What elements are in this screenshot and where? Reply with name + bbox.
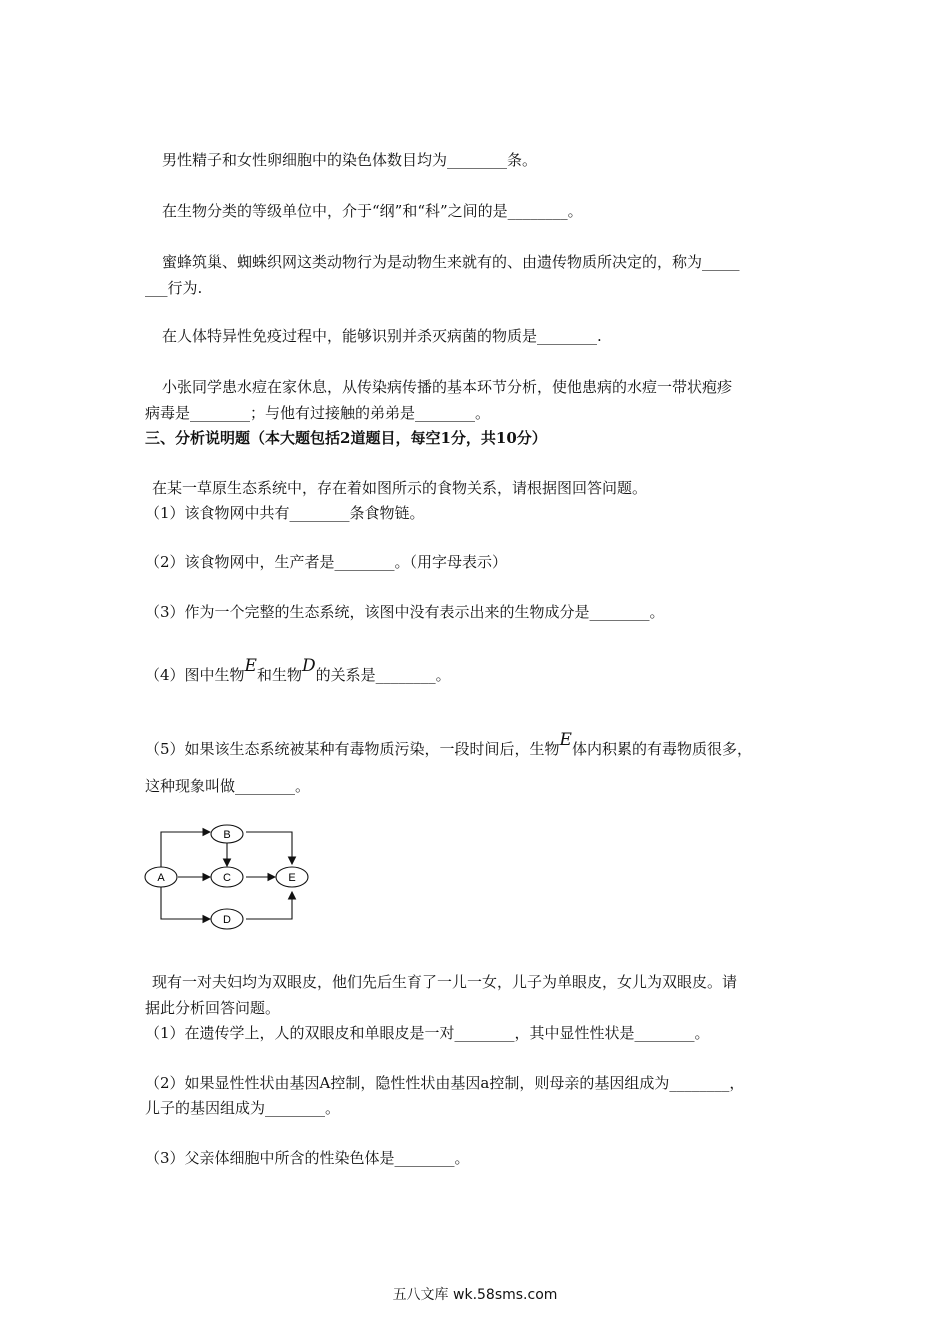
node-b (211, 825, 243, 843)
organism-e-symbol: E (244, 656, 257, 676)
section-heading: 三、分析说明题（本大题包括2道题目，每空1分，共10分） (145, 429, 547, 447)
question-chickenpox-line2: 病毒是________；与他有过接触的弟弟是________。 (145, 404, 491, 422)
heredity-intro-line1: 现有一对夫妇均为双眼皮，他们先后生育了一儿一女，儿子为单眼皮，女儿为双眼皮。请 (152, 973, 738, 991)
food-web-q4-text-a: （4）图中生物 (145, 666, 245, 684)
heredity-q2-line1: （2）如果显性性状由基因A控制，隐性性状由基因a控制，则母亲的基因组成为________， (145, 1074, 745, 1092)
heredity-q3: （3）父亲体细胞中所含的性染色体是________。 (145, 1149, 470, 1167)
food-web-q3: （3）作为一个完整的生态系统，该图中没有表示出来的生物成分是________。 (145, 603, 665, 621)
arrow-b-to-e (246, 832, 292, 864)
food-web-q5-text-b: 体内积累的有毒物质很多， (571, 740, 752, 758)
heredity-q2-line2: 儿子的基因组成为________。 (145, 1099, 341, 1117)
svg-text:B: B (223, 829, 231, 841)
heredity-intro-line2: 据此分析回答问题。 (145, 999, 281, 1017)
arrow-a-to-d (161, 886, 210, 919)
heredity-q1: （1）在遗传学上，人的双眼皮和单眼皮是一对________，其中显性性状是________。 (145, 1024, 710, 1042)
svg-text:D: D (223, 914, 231, 926)
food-web-diagram (140, 820, 320, 940)
arrow-a-to-b (161, 832, 210, 868)
question-innate-behavior-line1: 蜜蜂筑巢、蜘蛛织网这类动物行为是动物生来就有的、由遗传物质所决定的，称为_____ (162, 253, 740, 271)
svg-text:E: E (288, 872, 296, 884)
question-chickenpox-line1: 小张同学患水痘在家休息，从传染病传播的基本环节分析，使他患病的水痘一带状疱疹 (162, 378, 733, 396)
node-c (211, 867, 243, 887)
food-web-q2: （2）该食物网中，生产者是________。（用字母表示） (145, 553, 508, 571)
food-web-q4-text-c: 的关系是________。 (315, 666, 451, 684)
arrow-d-to-e (246, 892, 292, 919)
node-a (145, 867, 177, 887)
food-web-q5-line2: 这种现象叫做________。 (145, 777, 311, 795)
node-d (211, 909, 243, 929)
question-chromosome-count: 男性精子和女性卵细胞中的染色体数目均为________条。 (162, 151, 538, 169)
question-immunity: 在人体特异性免疫过程中，能够识别并杀灭病菌的物质是________. (162, 327, 602, 345)
food-web-q5-line1 (145, 730, 752, 762)
food-web-q5-text-a: （5）如果该生态系统被某种有毒物质污染，一段时间后，生物 (145, 740, 560, 758)
svg-text:A: A (157, 872, 165, 884)
food-web-q4 (145, 656, 451, 688)
node-e (276, 867, 308, 887)
question-innate-behavior-line2: ___行为. (145, 279, 203, 297)
food-web-q4-text-b: 和生物 (256, 666, 302, 684)
food-web-q1: （1）该食物网中共有________条食物链。 (145, 504, 425, 522)
food-web-intro: 在某一草原生态系统中，存在着如图所示的食物关系，请根据图回答问题。 (152, 479, 648, 497)
page-footer: 五八文库 wk.58sms.com (392, 1287, 558, 1303)
organism-e-symbol-2: E (559, 730, 572, 750)
question-classification-rank: 在生物分类的等级单位中，介于“纲”和“科”之间的是________。 (162, 202, 583, 220)
svg-text:C: C (223, 872, 231, 884)
organism-d-symbol: D (301, 656, 316, 676)
